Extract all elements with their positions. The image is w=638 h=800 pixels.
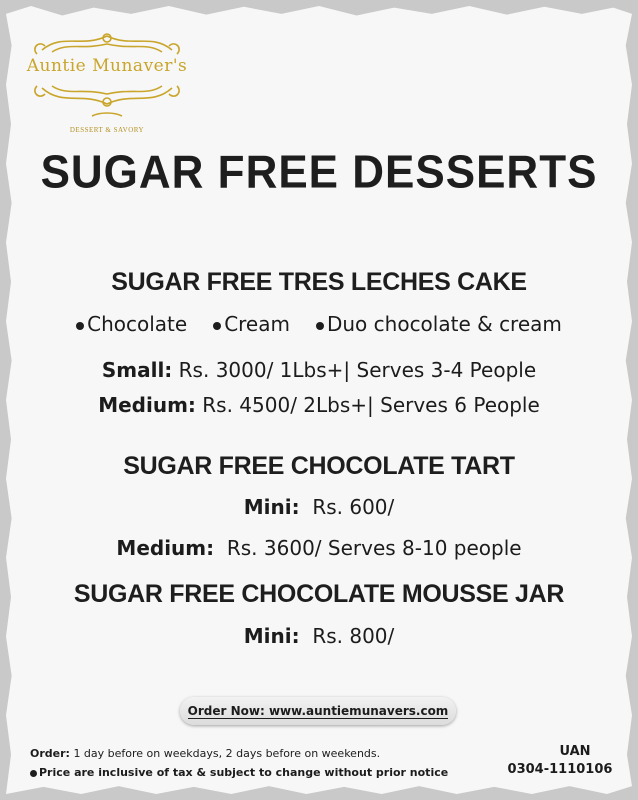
price-note: Price are inclusive of tax & subject to change without prior notice [30,766,448,779]
flavor-item: Cream [213,312,290,336]
uan-number: 0304-1110106 [507,762,613,777]
flavor-item: Duo chocolate & cream [316,312,562,336]
brand-tagline: DESSERT & SAVORY [69,126,145,134]
price-line-medium: Medium: Rs. 4500/ 2Lbs+| Serves 6 People [98,393,540,417]
section-title-tres-leches: SUGAR FREE TRES LECHES CAKE [111,268,527,296]
page-title: SUGAR FREE DESSERTS [40,146,598,199]
flavor-list [0,312,638,336]
price-line-small: Small: Rs. 3000/ 1Lbs+| Serves 3-4 People [101,358,537,382]
brand-name: Auntie Munaver's [26,56,188,76]
price-line-mini: Mini: Rs. 800/ [243,624,395,648]
ornament-icon [22,28,192,128]
bullet-icon [76,322,84,330]
uan-label: UAN [559,744,591,759]
price-line-mini: Mini: Rs. 600/ [243,495,395,519]
order-now-link[interactable]: Order Now: www.auntiemunavers.com [180,697,456,725]
bullet-icon [316,322,324,330]
flavor-item: Chocolate [76,312,187,336]
bullet-icon [30,770,37,777]
order-note: Order: 1 day before on weekdays, 2 days before on weekends. [30,747,381,760]
section-title-chocolate-tart: SUGAR FREE CHOCOLATE TART [123,452,515,480]
brand-logo [22,28,192,134]
section-title-mousse-jar: SUGAR FREE CHOCOLATE MOUSSE JAR [73,580,565,608]
bullet-icon [213,322,221,330]
price-line-medium: Medium: Rs. 3600/ Serves 8-10 people [116,536,522,560]
